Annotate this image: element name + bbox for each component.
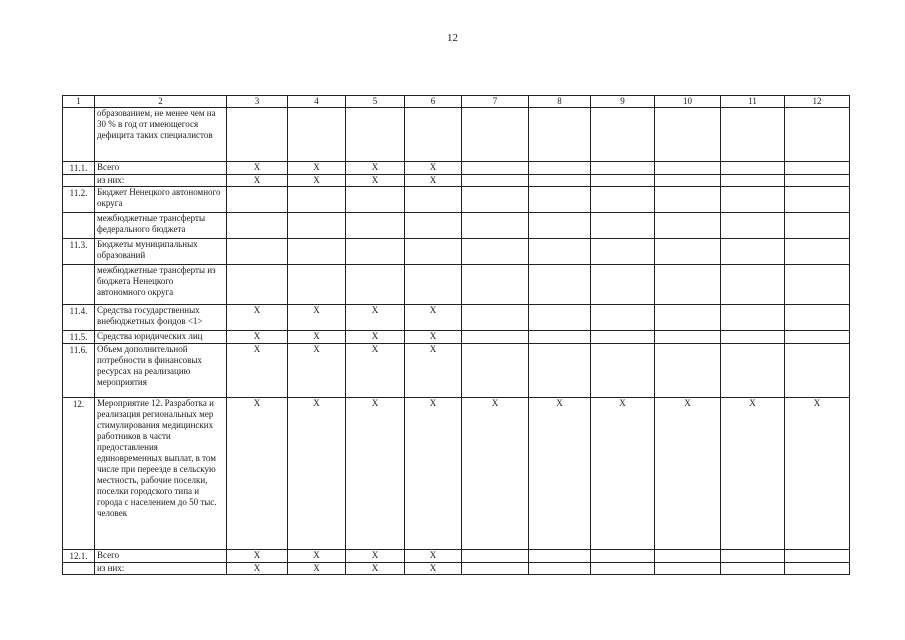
- table-row: [63, 187, 850, 213]
- table-cell: Х: [346, 175, 405, 187]
- table-row: [63, 398, 850, 550]
- table-cell: [591, 265, 655, 305]
- table-cell: Х: [346, 563, 405, 575]
- table-cell: [462, 213, 529, 239]
- row-description: межбюджетные трансферты федерального бюджета: [95, 213, 227, 239]
- table-cell: [288, 213, 346, 239]
- table-cell: [785, 563, 850, 575]
- row-description: Всего: [95, 162, 227, 175]
- table-cell: Х: [227, 563, 288, 575]
- table-cell: [655, 162, 721, 175]
- table-cell: [721, 239, 785, 265]
- table-row: [63, 305, 850, 331]
- table-cell: Х: [591, 398, 655, 550]
- table-cell: [785, 239, 850, 265]
- table-cell: Х: [227, 344, 288, 398]
- column-header: 12: [785, 96, 850, 108]
- table-cell: [655, 265, 721, 305]
- table-row: [63, 239, 850, 265]
- row-number: [63, 175, 95, 187]
- table-cell: Х: [227, 398, 288, 550]
- table-cell: Х: [346, 344, 405, 398]
- row-description: Всего: [95, 550, 227, 563]
- table-cell: [462, 563, 529, 575]
- table-cell: [529, 213, 591, 239]
- table-row: [63, 108, 850, 162]
- table-cell: [591, 331, 655, 344]
- table-cell: [346, 265, 405, 305]
- table-cell: Х: [405, 331, 462, 344]
- table-cell: Х: [346, 305, 405, 331]
- table-cell: [785, 305, 850, 331]
- table-row: [63, 175, 850, 187]
- table-cell: [346, 108, 405, 162]
- table-cell: [227, 265, 288, 305]
- table-cell: [346, 187, 405, 213]
- table-cell: [288, 187, 346, 213]
- table-cell: [462, 305, 529, 331]
- table-cell: Х: [346, 162, 405, 175]
- row-number: [63, 563, 95, 575]
- table-cell: [462, 108, 529, 162]
- table-cell: [655, 239, 721, 265]
- row-number: 12.: [63, 398, 95, 550]
- table-cell: [462, 175, 529, 187]
- row-description: Мероприятие 12. Разработка и реализация региональных мер стимулирования медицинских работников в части предоставления единовременных выплат, в том числе при переезде в сельскую местность, рабочие поселки, поселки городского типа и города с населением до 50 тыс. человек: [95, 398, 227, 550]
- row-number: 11.1.: [63, 162, 95, 175]
- table-cell: Х: [227, 305, 288, 331]
- row-number: [63, 108, 95, 162]
- table-cell: Х: [529, 398, 591, 550]
- table-cell: Х: [227, 162, 288, 175]
- table-cell: [721, 331, 785, 344]
- row-number: 11.4.: [63, 305, 95, 331]
- table-cell: Х: [785, 398, 850, 550]
- table-cell: [462, 550, 529, 563]
- table-cell: [405, 108, 462, 162]
- table-row: [63, 162, 850, 175]
- table-cell: [529, 550, 591, 563]
- table-cell: [529, 344, 591, 398]
- row-description: из них:: [95, 563, 227, 575]
- table-cell: [721, 187, 785, 213]
- table-cell: Х: [405, 162, 462, 175]
- table-cell: [346, 213, 405, 239]
- table-cell: Х: [288, 563, 346, 575]
- table-cell: [721, 175, 785, 187]
- table-cell: [655, 331, 721, 344]
- table-cell: [655, 550, 721, 563]
- column-header: 5: [346, 96, 405, 108]
- table-cell: Х: [405, 550, 462, 563]
- table-cell: [785, 344, 850, 398]
- column-header: 1: [63, 96, 95, 108]
- row-description: Бюджет Ненецкого автономного округа: [95, 187, 227, 213]
- table-cell: [721, 213, 785, 239]
- table-cell: [591, 213, 655, 239]
- row-description: Бюджеты муниципальных образований: [95, 239, 227, 265]
- table-cell: [591, 239, 655, 265]
- table-cell: [591, 563, 655, 575]
- table-cell: Х: [346, 331, 405, 344]
- table-cell: [405, 187, 462, 213]
- table-cell: [591, 187, 655, 213]
- table-cell: Х: [288, 398, 346, 550]
- column-header: 3: [227, 96, 288, 108]
- table-cell: [529, 265, 591, 305]
- table-cell: [721, 344, 785, 398]
- table-cell: [591, 175, 655, 187]
- table-cell: Х: [288, 162, 346, 175]
- table-cell: [785, 331, 850, 344]
- table-cell: [227, 213, 288, 239]
- table-cell: Х: [288, 175, 346, 187]
- table-cell: [655, 305, 721, 331]
- table-cell: Х: [721, 398, 785, 550]
- header-row: [63, 96, 850, 108]
- table-cell: [227, 239, 288, 265]
- table-cell: [529, 175, 591, 187]
- table-cell: [227, 187, 288, 213]
- table-cell: [785, 213, 850, 239]
- row-number: [63, 213, 95, 239]
- row-description: межбюджетные трансферты из бюджета Ненецкого автономного округа: [95, 265, 227, 305]
- table-cell: [655, 563, 721, 575]
- table-cell: [529, 108, 591, 162]
- table-cell: Х: [288, 550, 346, 563]
- table-cell: [346, 239, 405, 265]
- row-description: образованием, не менее чем на 30 % в год от имеющегося дефицита таких специалистов: [95, 108, 227, 162]
- column-header: 11: [721, 96, 785, 108]
- table-cell: [288, 265, 346, 305]
- row-number: 11.6.: [63, 344, 95, 398]
- financing-table: [62, 95, 850, 575]
- table-cell: Х: [405, 398, 462, 550]
- table-cell: [721, 108, 785, 162]
- table-cell: Х: [227, 175, 288, 187]
- row-description: из них:: [95, 175, 227, 187]
- table-cell: [721, 162, 785, 175]
- table-cell: [655, 108, 721, 162]
- table-row: [63, 344, 850, 398]
- table-cell: Х: [227, 331, 288, 344]
- table-cell: Х: [346, 550, 405, 563]
- row-description: Объем дополнительной потребности в финансовых ресурсах на реализацию мероприятия: [95, 344, 227, 398]
- table-cell: [655, 187, 721, 213]
- table-cell: [721, 265, 785, 305]
- column-header: 8: [529, 96, 591, 108]
- table-cell: [529, 305, 591, 331]
- table-cell: Х: [405, 305, 462, 331]
- table-cell: Х: [462, 398, 529, 550]
- table-row: [63, 213, 850, 239]
- table-cell: [462, 344, 529, 398]
- table-cell: Х: [227, 550, 288, 563]
- table-cell: [462, 162, 529, 175]
- table-cell: [227, 108, 288, 162]
- table-cell: Х: [405, 344, 462, 398]
- table-cell: [591, 344, 655, 398]
- table-cell: [288, 108, 346, 162]
- table-cell: [785, 108, 850, 162]
- table-cell: [655, 175, 721, 187]
- table-row: [63, 563, 850, 575]
- table-cell: [462, 265, 529, 305]
- row-number: 11.5.: [63, 331, 95, 344]
- table-cell: [721, 305, 785, 331]
- table-cell: [591, 162, 655, 175]
- table-cell: Х: [288, 331, 346, 344]
- row-description: Средства государственных внебюджетных фондов <1>: [95, 305, 227, 331]
- table-cell: [785, 162, 850, 175]
- table-cell: [529, 162, 591, 175]
- row-number: 12.1.: [63, 550, 95, 563]
- row-number: 11.2.: [63, 187, 95, 213]
- column-header: 7: [462, 96, 529, 108]
- table-cell: [655, 344, 721, 398]
- column-header: 9: [591, 96, 655, 108]
- row-number: 11.3.: [63, 239, 95, 265]
- table-cell: [529, 331, 591, 344]
- table-row: [63, 550, 850, 563]
- table-cell: Х: [405, 175, 462, 187]
- table-cell: [529, 187, 591, 213]
- table-cell: [529, 563, 591, 575]
- column-header: 10: [655, 96, 721, 108]
- table-cell: [288, 239, 346, 265]
- table-cell: [721, 550, 785, 563]
- column-header: 4: [288, 96, 346, 108]
- row-number: [63, 265, 95, 305]
- table-cell: [785, 550, 850, 563]
- table-cell: Х: [288, 344, 346, 398]
- table-row: [63, 331, 850, 344]
- table-cell: [462, 239, 529, 265]
- table-cell: Х: [405, 563, 462, 575]
- table-cell: [721, 563, 785, 575]
- table-cell: [591, 108, 655, 162]
- row-description: Средства юридических лиц: [95, 331, 227, 344]
- table-cell: Х: [346, 398, 405, 550]
- table-cell: [785, 265, 850, 305]
- table-cell: [591, 305, 655, 331]
- page-number: 12: [447, 32, 458, 44]
- table-row: [63, 265, 850, 305]
- table-cell: [462, 187, 529, 213]
- table-cell: [405, 265, 462, 305]
- column-header: 6: [405, 96, 462, 108]
- table-cell: [405, 213, 462, 239]
- table-cell: [529, 239, 591, 265]
- table-cell: Х: [288, 305, 346, 331]
- table-cell: [785, 175, 850, 187]
- table-cell: [405, 239, 462, 265]
- table-cell: [785, 187, 850, 213]
- table-cell: [655, 213, 721, 239]
- column-header: 2: [95, 96, 227, 108]
- table-cell: [591, 550, 655, 563]
- table-cell: Х: [655, 398, 721, 550]
- table-cell: [462, 331, 529, 344]
